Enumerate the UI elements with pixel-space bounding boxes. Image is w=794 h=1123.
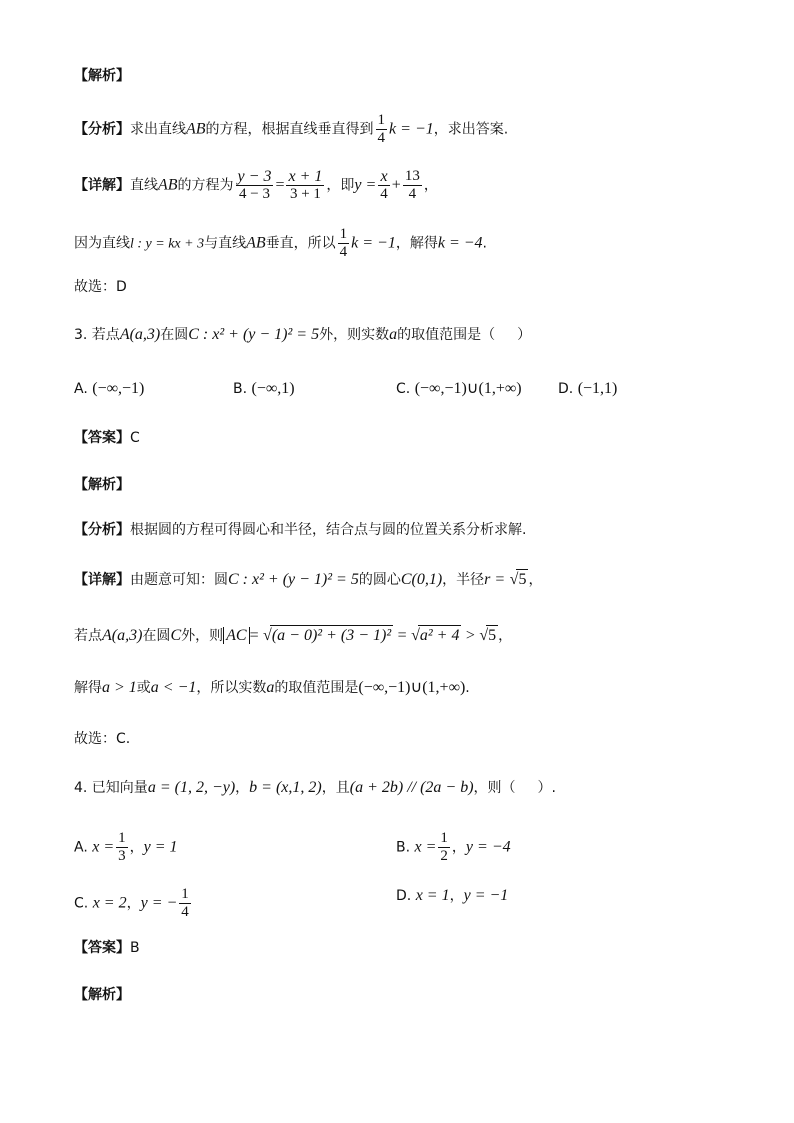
answer-value: C — [130, 430, 140, 446]
fraction — [179, 886, 191, 921]
option-value: (−∞,−1)∪(1,+∞) — [414, 380, 522, 397]
math: = — [249, 627, 259, 644]
q4-option-c — [74, 886, 193, 921]
radicand: 5 — [518, 571, 527, 588]
math-k: k = −1 — [389, 120, 434, 138]
math-r: r = — [484, 571, 506, 588]
fraction — [403, 168, 422, 203]
q4-answer — [74, 938, 140, 958]
option-value: (−1,1) — [577, 380, 618, 397]
answer-tag: 【答案】 — [74, 430, 130, 446]
text: ， — [528, 572, 543, 588]
den: 3 — [118, 848, 126, 864]
q3-fenxi — [74, 520, 526, 540]
math-range: (−∞,−1)∪(1,+∞) — [358, 679, 466, 696]
math: k = −1 — [351, 234, 396, 252]
math-circle: C : x² + (y − 1)² = 5 — [188, 326, 320, 343]
math-a: a — [266, 679, 275, 696]
text: ， — [449, 888, 464, 904]
q3-stem — [74, 325, 531, 345]
text: 由题意可知：圆 — [130, 572, 228, 588]
math: x = 1 — [415, 887, 450, 904]
analysis-tag: 【解析】 — [74, 68, 130, 84]
num: 13 — [404, 168, 420, 184]
text: ， — [498, 628, 513, 644]
text: 在圆 — [142, 628, 171, 644]
fraction — [378, 168, 390, 203]
den: 4 — [339, 244, 348, 260]
answer-tag: 【答案】 — [74, 940, 130, 956]
text: 与直线 — [204, 235, 247, 252]
math-AB: AB — [186, 120, 206, 138]
den: 3 + 1 — [289, 186, 321, 202]
math-point-A: A(a,3) — [102, 627, 143, 644]
math-circle: C : x² + (y − 1)² = 5 — [228, 571, 359, 588]
math: y = − — [140, 894, 178, 912]
text: ，半径 — [442, 572, 485, 588]
text: 若点 — [74, 628, 102, 644]
num: 1 — [377, 112, 386, 128]
q3-option-a — [74, 379, 144, 399]
option-label: B. — [396, 839, 411, 856]
text: 外，则 — [181, 628, 224, 644]
option-label: B. — [233, 381, 248, 397]
xiangjie-tag: 【详解】 — [74, 177, 130, 194]
q3-detail-line-3 — [74, 678, 470, 698]
math: x = — [414, 838, 437, 856]
sqrt: √a² + 4 — [411, 627, 460, 644]
den: 4 — [408, 186, 417, 202]
den: 4 — [377, 130, 386, 146]
sqrt: √5 — [479, 627, 497, 644]
fenxi-tag: 【分析】 — [74, 522, 130, 538]
num: 1 — [181, 886, 189, 902]
text: 的方程，根据直线垂直得到 — [205, 121, 374, 138]
den: 4 — [380, 186, 388, 202]
num: x + 1 — [288, 168, 323, 185]
text: ， — [423, 177, 438, 194]
q3-answer — [74, 428, 140, 448]
radicand: (a − 0)² + (3 − 1)² — [271, 627, 392, 644]
q3-analysis-header — [74, 475, 130, 495]
text: 4. 已知向量 — [74, 780, 148, 796]
math-parallel: (a + 2b) // (2a − b) — [349, 779, 474, 796]
text: 的方程为 — [177, 177, 234, 194]
option-label: A. — [74, 839, 88, 856]
math: y = 1 — [143, 838, 178, 856]
text: ，解得 — [395, 235, 438, 252]
fraction — [236, 168, 274, 203]
text: ）. — [537, 780, 556, 796]
math: = — [275, 176, 285, 194]
q2-detail-line — [74, 168, 438, 203]
option-label: C. — [74, 895, 89, 912]
math-a: a — [389, 326, 398, 343]
option-label: D. — [558, 381, 574, 397]
fraction-1-4 — [376, 112, 388, 147]
math-vector-b: b = (x,1, 2) — [249, 779, 322, 796]
math-line-l: l : y = kx + 3 — [130, 236, 205, 252]
q3-option-c — [396, 379, 522, 399]
option-label: A. — [74, 381, 88, 397]
text: ， — [129, 839, 144, 856]
math: a > 1 — [102, 679, 137, 696]
radicand: 5 — [488, 627, 497, 644]
text: ， — [451, 839, 466, 856]
num: x — [380, 168, 388, 185]
math-point-A: A(a,3) — [119, 326, 161, 343]
text: 根据圆的方程可得圆心和半径，结合点与圆的位置关系分析求解. — [130, 522, 527, 538]
text: ， — [126, 895, 141, 912]
math: k = −4 — [437, 234, 483, 252]
answer-value: B — [130, 940, 140, 956]
math-vector-a: a = (1, 2, −y) — [147, 779, 236, 796]
option-value: (−∞,−1) — [92, 380, 145, 397]
text: ） — [517, 327, 532, 343]
text: ，所以实数 — [196, 680, 267, 696]
sqrt: √(a − 0)² + (3 − 1)² — [263, 627, 392, 644]
sqrt: √5 — [509, 571, 527, 588]
text: 的圆心 — [358, 572, 401, 588]
math-abs-AC: AC — [223, 627, 249, 644]
math-center: C(0,1) — [400, 571, 443, 588]
fenxi-tag: 【分析】 — [74, 121, 130, 138]
q4-option-b — [396, 830, 511, 865]
fraction-1-4 — [338, 226, 350, 261]
math: = — [397, 627, 407, 644]
text: ，即 — [326, 177, 355, 194]
text: ，且 — [321, 780, 350, 796]
math: + — [391, 176, 401, 194]
q3-option-d — [558, 379, 617, 399]
q2-analysis-line — [74, 112, 508, 147]
q2-final-answer: 故选：D — [74, 279, 127, 295]
math: a < −1 — [150, 679, 197, 696]
q4-option-a — [74, 830, 178, 865]
option-value: (−∞,1) — [251, 380, 295, 397]
den: 4 − 3 — [239, 186, 270, 202]
den: 2 — [440, 848, 448, 864]
text: 垂直，所以 — [265, 235, 336, 252]
text: 求出直线 — [130, 121, 186, 138]
text: 在圆 — [160, 327, 189, 343]
text: 3. 若点 — [74, 327, 120, 343]
text: 的取值范围是 — [274, 680, 359, 696]
analysis-tag: 【解析】 — [74, 987, 130, 1003]
num: 1 — [339, 226, 348, 242]
text: 因为直线 — [74, 235, 130, 252]
xiangjie-tag: 【详解】 — [74, 572, 130, 588]
num: y − 3 — [237, 168, 272, 185]
den: 4 — [181, 904, 189, 920]
math-AB: AB — [158, 176, 178, 194]
radicand: a² + 4 — [419, 627, 460, 644]
q4-stem — [74, 778, 556, 798]
option-label: D. — [396, 888, 412, 904]
q4-option-d — [396, 886, 508, 906]
q3-option-b — [233, 379, 295, 399]
text: . — [482, 235, 487, 252]
num: 1 — [118, 830, 126, 846]
section-analysis-header — [74, 66, 130, 86]
text: 直线 — [130, 177, 158, 194]
math: x = — [92, 838, 115, 856]
text: 或 — [136, 680, 151, 696]
math: y = — [354, 176, 377, 194]
q3-detail-line-2 — [74, 625, 512, 646]
q3-final-answer: 故选：C. — [74, 731, 131, 747]
fraction — [286, 168, 324, 203]
text: 的取值范围是（ — [397, 327, 496, 343]
analysis-tag: 【解析】 — [74, 477, 130, 493]
math-C: C — [170, 627, 182, 644]
math-AB: AB — [246, 234, 266, 252]
math: x = 2 — [92, 894, 127, 912]
q2-detail-line-2 — [74, 226, 487, 261]
text: ，求出答案. — [433, 121, 509, 138]
math: y = −4 — [465, 838, 511, 856]
math: y = −1 — [463, 887, 509, 904]
text: ， — [235, 780, 250, 796]
q4-analysis-header — [74, 985, 130, 1005]
text: . — [465, 680, 470, 696]
option-label: C. — [396, 381, 411, 397]
fraction — [438, 830, 450, 865]
fraction — [116, 830, 128, 865]
text: 解得 — [74, 680, 102, 696]
text: 外，则实数 — [319, 327, 390, 343]
num: 1 — [440, 830, 448, 846]
math: > — [465, 627, 475, 644]
text: ，则（ — [473, 780, 516, 796]
q3-detail-line-1 — [74, 569, 542, 590]
